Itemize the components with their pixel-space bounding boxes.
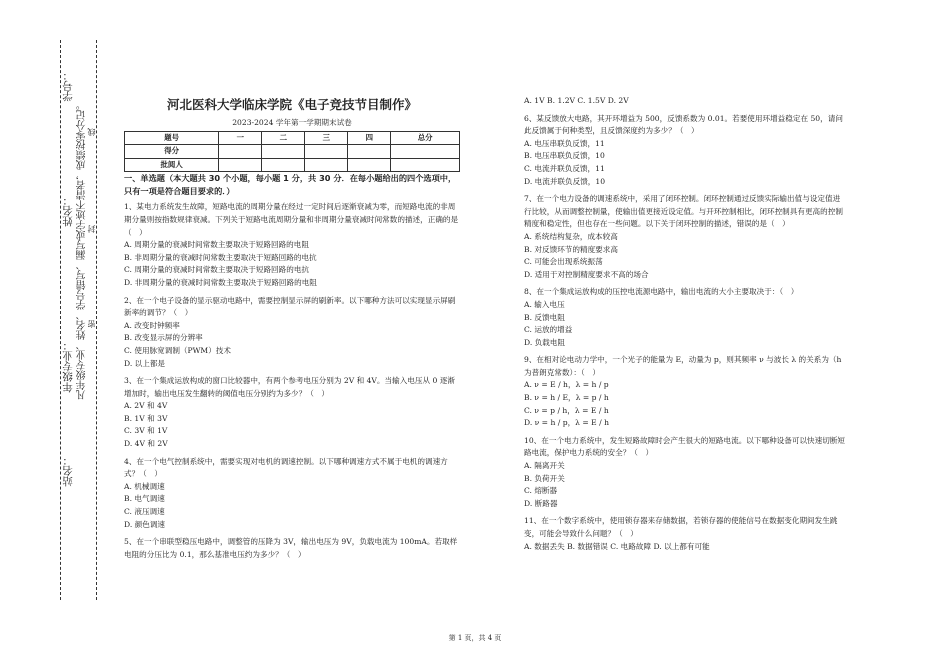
question-option: D. 以上都是 xyxy=(124,358,166,368)
question-option: C. 使用脉宽调制（PWM）技术 xyxy=(124,345,231,355)
question-stem: 4、在一个电气控制系统中，需要实现对电机的调速控制。以下哪种调速方式不属于电机的调速方式？（ ） xyxy=(124,456,448,479)
question-option: D. 电流并联负反馈，10 xyxy=(524,176,606,186)
score-table-row xyxy=(125,158,460,172)
question-option: D. 非周期分量的衰减时间常数主要取决于短路回路的电阻 xyxy=(124,277,317,287)
grade-major-label: 年级专业： xyxy=(62,340,74,393)
question-option: D. 4V 和 2V xyxy=(124,439,168,449)
score-header-cell: 二 xyxy=(262,131,305,145)
question-option: C. 运放的增益 xyxy=(524,325,573,335)
score-header-cell: 三 xyxy=(305,131,348,145)
question-block xyxy=(524,286,846,349)
question-option: D. 断路器 xyxy=(524,498,558,508)
question-stem: 9、在相对论电动力学中，一个光子的能量为 E，动量为 p，则其频率 ν 与波长 λ 的关系为（h 为普朗克常数）：（ ） xyxy=(524,355,842,377)
question-block xyxy=(124,536,460,561)
question-option: B. 电气调速 xyxy=(124,494,165,504)
question-option: B. 负荷开关 xyxy=(524,473,565,483)
score-row-label: 得分 xyxy=(125,145,219,159)
question-stem: 11、在一个数字系统中，使用锁存器来存储数据，若锁存器的使能信号在数据变化期间发生跳变，可能会导致什么问题？（ ） xyxy=(524,516,838,538)
seal-line-outer xyxy=(60,40,61,600)
score-header-cell: 总分 xyxy=(391,131,460,145)
question-block xyxy=(124,375,460,451)
question-option: A. ν = E / h，λ = h / p xyxy=(524,380,609,390)
score-table-header-row xyxy=(125,131,460,145)
question-option: A. 机械调速 xyxy=(124,481,165,491)
question-stem: 6、某反馈放大电路，其开环增益为 500，反馈系数为 0.01。若要使用环增益稳定在 50，请问此反馈属于何种类型，且反馈深度约为多少？（ ） xyxy=(524,113,843,136)
question-option: D. 负载电阻 xyxy=(524,337,566,347)
question-option: C. 液压调速 xyxy=(124,507,165,517)
student-id-label: 学号： xyxy=(62,70,74,102)
question-option: C. 周期分量的衰减时间常数主要取决于短路回路的电抗 xyxy=(124,265,310,275)
score-table xyxy=(124,131,460,173)
margin-notice: 凡年级专业、姓名、学号错写、漏写或字迹不清者，成绩按零分记。 xyxy=(77,100,88,400)
question-option: A. 输入电压 xyxy=(524,299,565,309)
question-option: A. 2V 和 4V xyxy=(124,401,168,411)
page-footer: 第 1 页，共 4 页 xyxy=(448,634,502,642)
question-option: B. 1V 和 3V xyxy=(124,413,168,423)
name-label: 姓名： xyxy=(62,195,74,227)
question-block xyxy=(524,193,846,281)
seal-mark-mi: 密 xyxy=(87,320,96,328)
question-option: B. 反馈电阻 xyxy=(524,312,565,322)
question-stem: 5、在一个串联型稳压电路中，调整管的压降为 3V，输出电压为 9V，负载电流为 100mA。若取样电阻的分压比为 0.1，那么基准电压约为多少？（ ） xyxy=(124,537,458,559)
question-option: D. 颜色调速 xyxy=(124,519,166,529)
question-option: A. 周期分量的衰减时间常数主要取决于短路回路的电阻 xyxy=(124,240,309,250)
question-option: C. ν = p / h，λ = E / h xyxy=(524,405,609,415)
question-stem: 3、在一个集成运放构成的窗口比较器中，有两个参考电压分别为 2V 和 4V。当输入电压从 0 逐渐增加时，输出电压发生翻转的阈值电压分别约为多少？（ ） xyxy=(124,376,455,398)
right-question-list xyxy=(524,95,846,553)
question-option: C. 可能会出现系统振荡 xyxy=(524,257,603,267)
question-option: D. ν = h / p，λ = E / h xyxy=(524,418,610,428)
exam-title: 河北医科大学临床学院《电子竞技节目制作》 xyxy=(166,97,417,112)
question-option: C. 电流并联负反馈，11 xyxy=(524,163,605,173)
seal-mark-feng: 封 xyxy=(87,225,96,233)
score-row-label: 批阅人 xyxy=(125,158,219,172)
question-block xyxy=(124,295,460,371)
question-stem: 8、在一个集成运放构成的压控电流源电路中，输出电流的大小主要取决于：（ ） xyxy=(524,287,799,297)
section-heading: 一、单选题（本大题共 30 个小题，每小题 1 分，共 30 分．在每小题给出的四个选项中，只有一项是符合题目要求的．） xyxy=(124,173,457,196)
seal-line-inner xyxy=(96,40,97,600)
station-label: 站名： xyxy=(62,455,74,487)
question-option: B. 电压串联负反馈，10 xyxy=(524,151,605,161)
question-option: A. 改变时钟频率 xyxy=(124,320,180,330)
question-stem: 1、某电力系统发生故障，短路电流的周期分量在经过一定时间后逐渐衰减为零，而短路电流的非周期分量则按指数规律衰减。下列关于短路电流周期分量和非周期分量衰减时间常数的描述，正确的是（ ） xyxy=(124,202,459,237)
right-column xyxy=(524,95,846,553)
question-option: B. 非周期分量的衰减时间常数主要取决于短路回路的电抗 xyxy=(124,252,317,262)
question-option: B. 对反馈环节的精度要求高 xyxy=(524,244,618,254)
question-option: A. 隔离开关 xyxy=(524,461,565,471)
question-block xyxy=(124,456,460,532)
score-table-row xyxy=(125,145,460,159)
question-block xyxy=(524,113,846,189)
question-stem: 10、在一个电力系统中，发生短路故障时会产生很大的短路电流。以下哪种设备可以快速切断短路电流，保护电力系统的安全？（ ） xyxy=(524,435,846,458)
question-block xyxy=(524,354,846,430)
question-block xyxy=(124,201,460,289)
left-question-list xyxy=(124,201,460,561)
seal-mark-xian: 线 xyxy=(87,128,96,136)
exam-subtitle: 2023-2024 学年第一学期期末试卷 xyxy=(232,118,352,127)
question-option: C. 熔断器 xyxy=(524,486,558,496)
question-block xyxy=(524,95,846,108)
score-header-cell: 四 xyxy=(348,131,391,145)
score-header-cell: 题号 xyxy=(125,131,219,145)
score-header-cell: 一 xyxy=(219,131,262,145)
question-option: A. 电压串联负反馈，11 xyxy=(524,138,605,148)
question-stem: A. 1V B. 1.2V C. 1.5V D. 2V xyxy=(524,96,629,105)
question-option: A. 数据丢失 B. 数据错误 C. 电路故障 D. 以上都有可能 xyxy=(524,541,710,551)
question-option: A. 系统结构复杂，成本较高 xyxy=(524,231,618,241)
question-stem: 7、在一个电力设备的调速系统中，采用了闭环控制。闭环控制通过反馈实际输出值与设定值进行比较，从而调整控制量，使输出值更接近设定值。与开环控制相比，闭环控制具有更高的控制精度和稳定性，但也存在一些问题。以下关于闭环控制的描述，错误的是（ ） xyxy=(524,194,843,229)
question-block xyxy=(524,435,846,511)
question-block xyxy=(524,515,846,553)
question-option: C. 3V 和 1V xyxy=(124,426,168,436)
question-stem: 2、在一个电子设备的显示驱动电路中，需要控制显示屏的刷新率。以下哪种方法可以实现显示屏刷新率的调节？（ ） xyxy=(124,295,456,318)
left-column xyxy=(124,97,460,561)
question-option: D. 适用于对控制精度要求不高的场合 xyxy=(524,269,649,279)
question-option: B. ν = h / E，λ = p / h xyxy=(524,393,609,403)
question-option: B. 改变显示屏的分辨率 xyxy=(124,333,203,343)
